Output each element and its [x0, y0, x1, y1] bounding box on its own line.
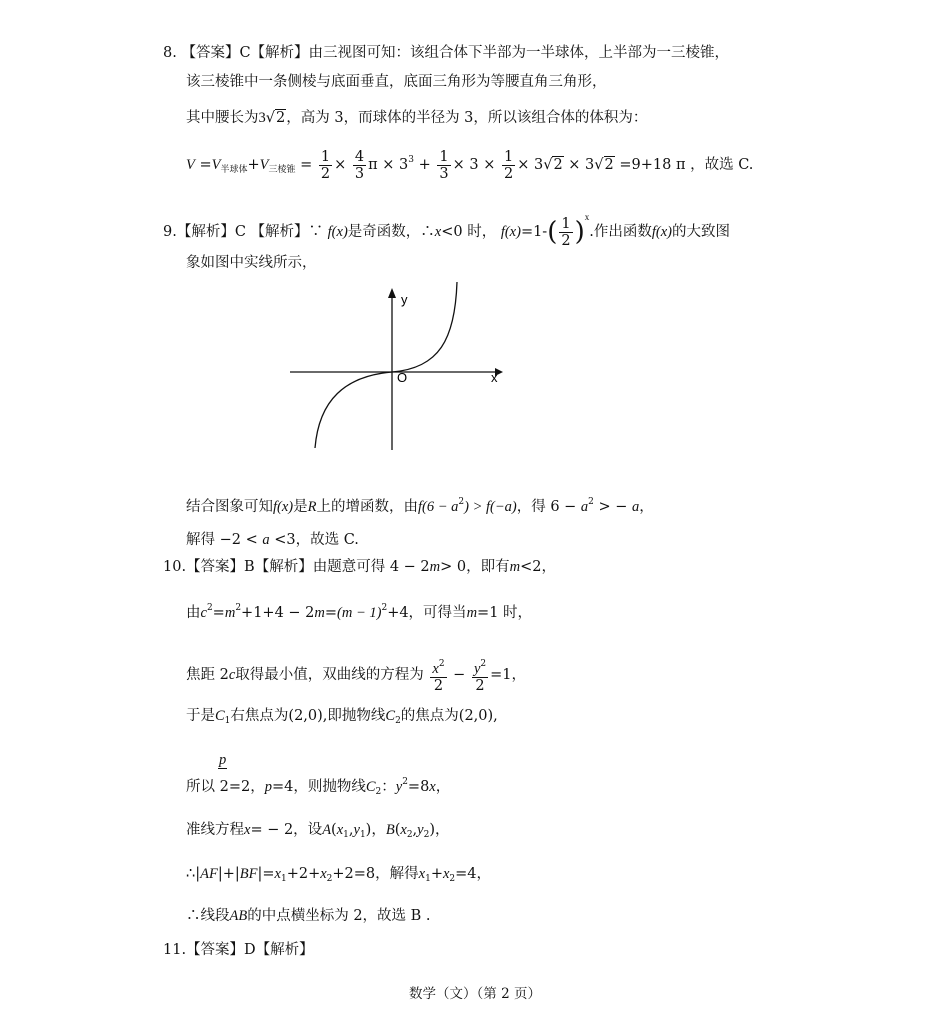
q8-line-1: 8. 【答案】C【解析】由三视图可知：该组合体下半部为一半球体，上半部为一三棱锥， — [163, 45, 730, 61]
q10-p-numerator: p — [219, 752, 227, 768]
q10-line-6: 准线方程x= − 2，设$A(x_1,y_1)$，$B(x_2,y_2)$， — [186, 822, 450, 840]
q10-line-7: $\therefore|AF|+|BF|=x_1+2+x_2+2=8$，解得$x_1+x_2=4$， — [186, 866, 492, 884]
q10-line-2: 由$c^2=m^2+1+4 - 2m=(m - 1)^2+4$，可得当m=1 时， — [186, 603, 533, 621]
origin-label: O — [397, 370, 408, 385]
y-axis-label: y — [401, 292, 408, 307]
q10-line-4: 于是$C_1$右焦点为(2,0),即抛物线$C_2$的焦点为(2,0), — [186, 708, 498, 726]
q10-line-3: 焦距 2c取得最小值，双曲线的方程为 $\frac{x^2}{2}$ − $\frac{y^2}{2}$ =1， — [186, 656, 526, 694]
odd-function-graph — [285, 280, 515, 455]
q9-line-1: 9.【解析】C 【解析】∵ f(x)是奇函数，∴x<0 时， f(x)=1-( $\frac{1}{2}$ )$^x$.作出函数f(x)的大致图 — [163, 212, 730, 249]
x-axis-label: x — [491, 370, 498, 385]
function-curve — [315, 282, 457, 448]
q8-line-3: 其中腰长为3√2，高为 3，而球体的半径为 3，所以该组合体的体积为： — [186, 110, 648, 126]
q9-line-2: 象如图中实线所示， — [186, 255, 317, 271]
q8-volume-formula: $V =V_{半球体}+V_{三棱锥}$ = $\frac{1}{2}$ × $\frac{4}{3}$ $\pi \times 3^3$ + $\frac{1}{3}$ × 3 × $\frac{1}{2}$ × 3√2 × 3√2 =9+18 π ，故选 C. — [186, 148, 754, 182]
q9-line-3: 结合图象可知f(x)是R上的增函数，由$f(6 - a^2) > f(-a)$，得 $6 - a^2$ > − a， — [186, 497, 654, 515]
y-axis-arrow-icon — [388, 288, 396, 298]
q10-line-5: 所以 2=2，p=4，则抛物线$C_2$：$y^2=8x$， — [186, 777, 451, 797]
q10-line-1: 10.【答案】B【解析】由题意可得 4 − 2m> 0，即有m<2， — [163, 559, 556, 575]
q11-line-1: 11.【答案】D【解析】 — [163, 942, 314, 958]
q9-line-4: 解得 −2 < a <3，故选 C. — [186, 532, 359, 548]
sqrt-symbol: √ — [265, 110, 275, 126]
q8-line-2: 该三棱锥中一条侧棱与底面垂直，底面三角形为等腰直角三角形， — [186, 74, 607, 90]
q10-line-8: ∴线段AB的中点横坐标为 2，故选 B . — [186, 908, 431, 924]
page-footer: 数学（文）（第 2 页） — [409, 986, 541, 1002]
